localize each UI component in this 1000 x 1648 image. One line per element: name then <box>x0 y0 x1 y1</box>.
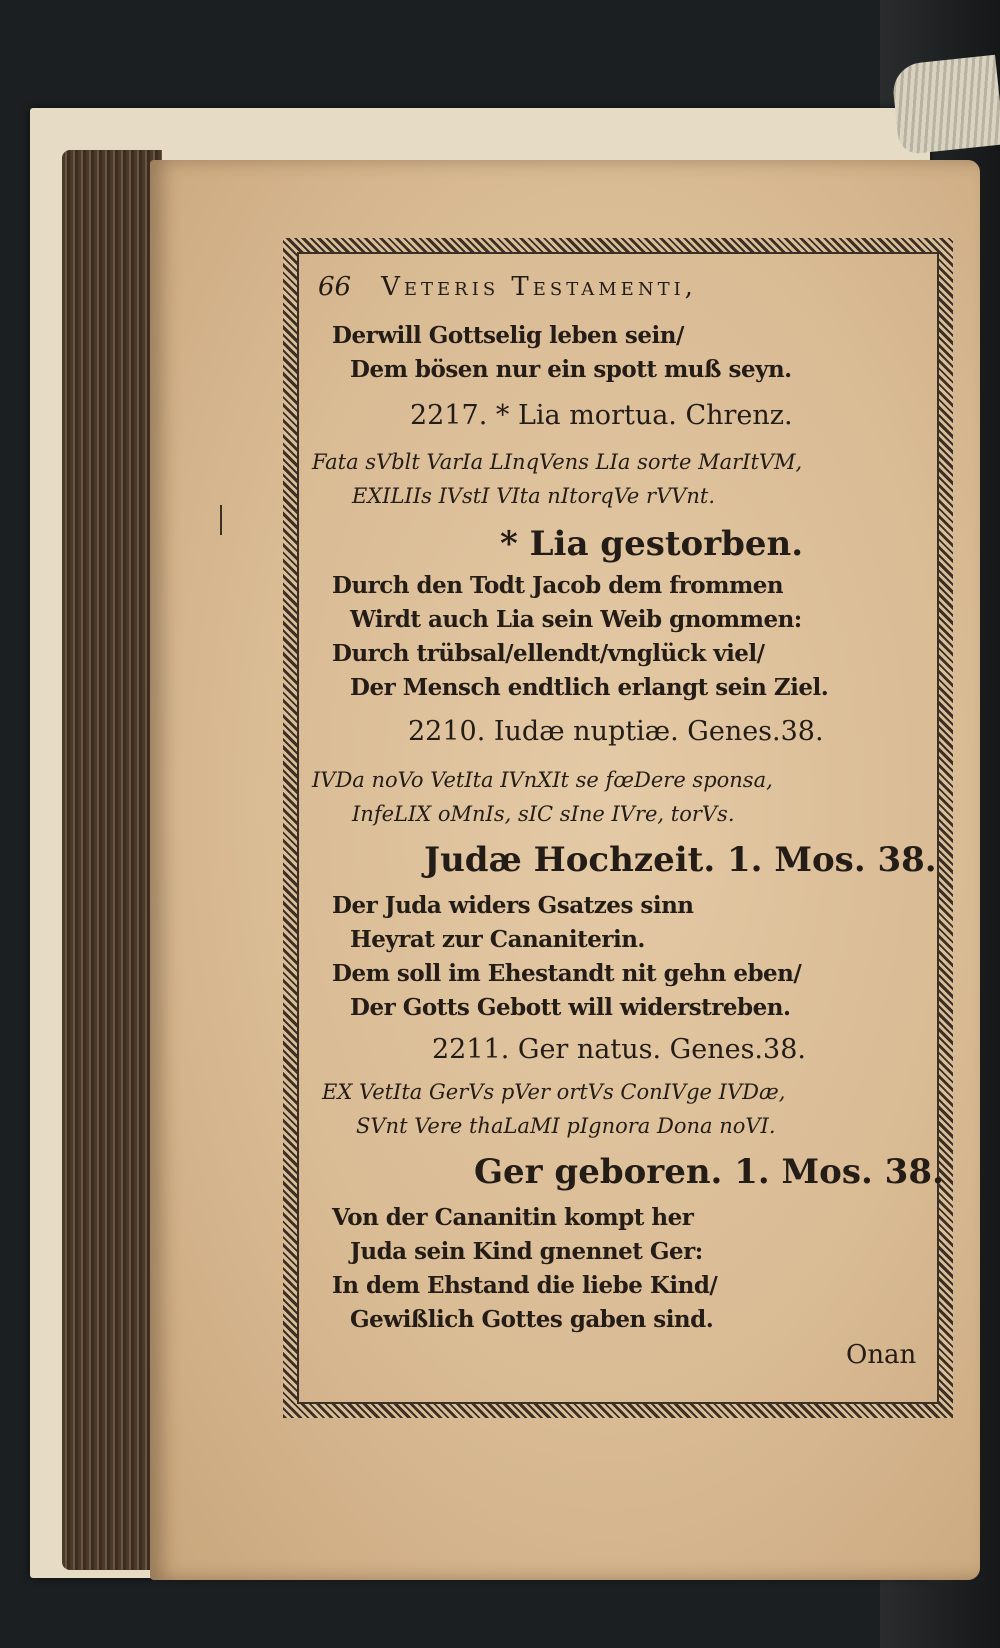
verse-line: Der Gotts Gebott will widerstreben. <box>350 994 791 1021</box>
verse-line: Durch trübsal/ellendt/vnglück viel/ <box>332 640 765 667</box>
section-title: Ger geboren. 1. Mos. 38. <box>474 1152 944 1192</box>
section-title: Judæ Hochzeit. 1. Mos. 38. <box>424 840 937 880</box>
section-title: * Lia gestorben. <box>500 524 804 564</box>
entry-heading: 2210. Iudæ nuptiæ. Genes.38. <box>408 716 824 747</box>
verse-line: Der Mensch endtlich erlangt sein Ziel. <box>350 674 829 701</box>
running-head <box>318 272 697 302</box>
verse-line: Derwill Gottselig leben sein/ <box>332 322 684 349</box>
latin-verse: SVnt Vere thaLaMI pIgnora Dona noVI. <box>356 1114 776 1138</box>
verse-line: Von der Cananitin kompt her <box>332 1204 694 1231</box>
margin-mark <box>220 505 222 535</box>
bookmark-ribbon <box>891 55 1000 155</box>
verse-line: Durch den Todt Jacob dem frommen <box>332 572 784 599</box>
verse-line: Wirdt auch Lia sein Weib gnommen: <box>350 606 802 633</box>
latin-verse: IVDa noVo VetIta IVnXIt se fœDere sponsa, <box>312 768 773 792</box>
latin-verse: InfeLIX oMnIs, sIC sIne IVre, torVs. <box>352 802 735 826</box>
page-edges <box>62 150 162 1570</box>
page-number: 66 <box>318 272 352 302</box>
verse-line: Dem soll im Ehestandt nit gehn eben/ <box>332 960 802 987</box>
entry-heading: 2211. Ger natus. Genes.38. <box>432 1034 806 1065</box>
catchword: Onan <box>846 1340 917 1370</box>
verse-line: Gewißlich Gottes gaben sind. <box>350 1306 714 1333</box>
latin-verse: EX VetIta GerVs pVer ortVs ConIVge IVDæ, <box>322 1080 786 1104</box>
verse-line: Juda sein Kind gnennet Ger: <box>350 1238 703 1265</box>
running-title: Veteris Testamenti, <box>381 272 697 302</box>
entry-heading: 2217. * Lia mortua. Chrenz. <box>410 400 793 431</box>
verse-line: Der Juda widers Gsatzes sinn <box>332 892 694 919</box>
verse-line: Dem bösen nur ein spott muß seyn. <box>350 356 792 383</box>
verse-line: Heyrat zur Cananiterin. <box>350 926 645 953</box>
latin-verse: EXILIIs IVstI VIta nItorqVe rVVnt. <box>352 484 716 508</box>
verse-line: In dem Ehstand die liebe Kind/ <box>332 1272 718 1299</box>
latin-verse: Fata sVblt VarIa LInqVens LIa sorte MarItVM, <box>312 450 803 474</box>
